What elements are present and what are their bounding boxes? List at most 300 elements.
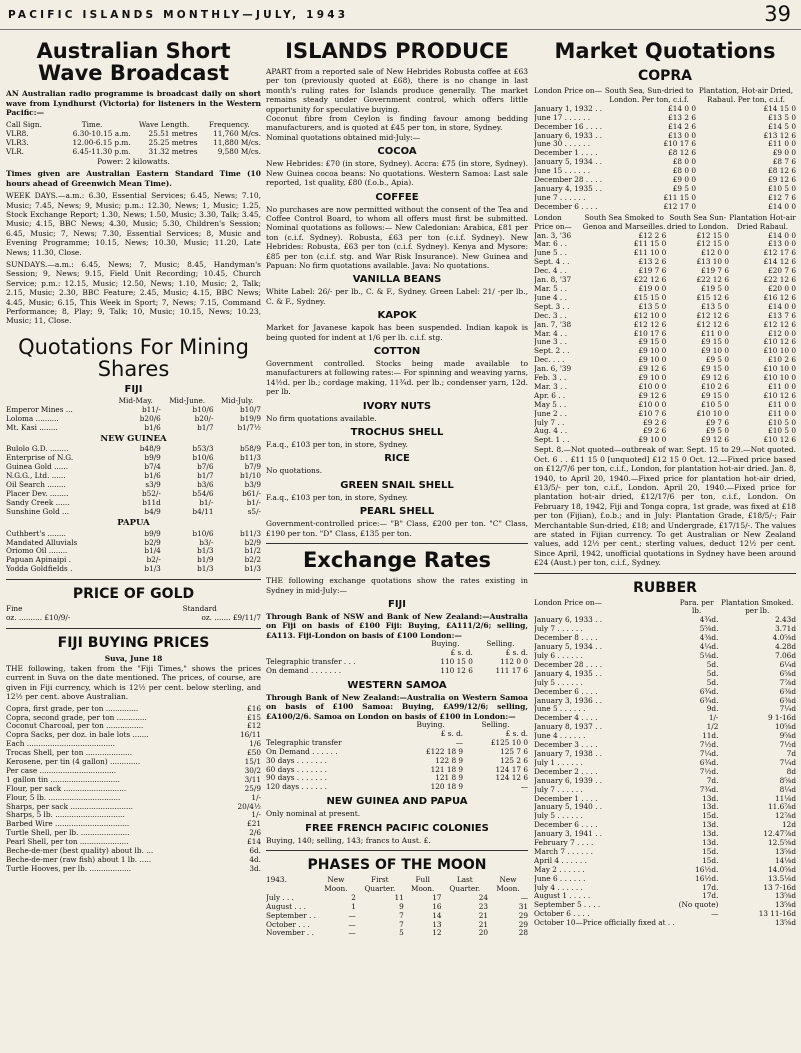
- table-cell: On demand . . . . . . .: [266, 665, 342, 675]
- table-cell: 6d.: [249, 846, 261, 856]
- table-cell: 7⅞d: [779, 677, 796, 687]
- table-cell: 7.06d: [775, 651, 796, 661]
- table-cell: £14 12 6: [763, 257, 796, 267]
- table-cell: June 4 . .: [534, 292, 567, 302]
- table-cell: 1/2: [706, 722, 719, 732]
- trochus-heading: TROCHUS SHELL: [350, 427, 444, 439]
- table-cell: 6¾d.: [699, 757, 719, 767]
- table-cell: £11 0 0: [768, 139, 796, 149]
- column-header: New Moon.: [324, 875, 348, 893]
- exchange-ng-heading: NEW GUINEA AND PAPUA: [326, 796, 468, 808]
- table-cell: 29: [518, 919, 528, 929]
- table-cell: £11 0 0: [768, 381, 796, 391]
- table-cell: Each ......................................: [6, 739, 115, 749]
- table-cell: 13d.: [702, 829, 719, 839]
- table-cell: January 5, 1934 . .: [534, 157, 603, 167]
- table-cell: £11 0 0: [768, 399, 796, 409]
- table-cell: £13 0 0: [668, 130, 696, 140]
- table-cell: b1/-: [199, 497, 214, 507]
- table-cell: —: [711, 909, 719, 919]
- table-cell: £15 15 0: [633, 292, 667, 302]
- table-cell: 3d.: [249, 863, 261, 873]
- table-cell: b2/-: [146, 555, 161, 565]
- vanilla-heading: VANILLA BEANS: [352, 274, 442, 286]
- table-row: [6, 865, 261, 874]
- table-cell: VLR8.: [6, 129, 29, 139]
- table-row: [266, 783, 528, 792]
- table-cell: December 28 . . . .: [534, 659, 603, 669]
- table-cell: July 1 . . . . . .: [534, 757, 583, 767]
- table-cell: November . .: [266, 928, 314, 938]
- table-cell: £14 0 0: [668, 103, 696, 113]
- table-cell: January 3, 1936 . .: [534, 695, 603, 705]
- table-cell: b58/9: [239, 444, 261, 454]
- table-cell: 30 days . . . . . . .: [266, 755, 327, 765]
- table-cell: £13 10 0: [696, 257, 730, 267]
- table-cell: £14: [247, 837, 261, 847]
- table-cell: 7½d.: [699, 740, 719, 750]
- table-cell: Sharps, per sack ...........................: [6, 801, 133, 811]
- table-cell: July . . .: [266, 892, 294, 902]
- table-cell: 13d.: [702, 802, 719, 812]
- table-cell: January 4, 1935 . .: [534, 184, 603, 194]
- table-cell: VLR3.: [6, 138, 29, 148]
- table-cell: £125 10 0: [490, 737, 528, 747]
- right-column: [534, 40, 796, 928]
- mining-ng-heading: NEW GUINEA: [100, 433, 167, 444]
- table-cell: 5: [399, 928, 404, 938]
- exchange-fiji-text: Through Bank of NSW and Bank of New Zealand:—Australia on Fiji on basis of £100 Fiji: Buying, £A111/2/6; selling, £A113. Fiji-London on basis of £100 London:—: [266, 611, 528, 640]
- table-cell: N.G.G., Ltd. ......: [6, 471, 66, 481]
- table-cell: £11 0 0: [768, 408, 796, 418]
- pearl-heading: PEARL SHELL: [359, 506, 435, 518]
- table-cell: Turtle Hooves, per lb. ..................: [6, 863, 132, 873]
- coffee-heading: COFFEE: [375, 191, 419, 203]
- table-cell: December 4 . . . .: [534, 713, 598, 723]
- fiji-prices-title: FIJI BUYING PRICES: [57, 634, 210, 651]
- table-cell: £12: [247, 721, 261, 731]
- table-cell: 1/-: [251, 792, 261, 802]
- table-cell: b4/11: [192, 506, 214, 516]
- table-cell: December 1 . . . .: [534, 148, 598, 158]
- table-cell: b10/7: [239, 404, 261, 414]
- table-cell: £9 10 0: [638, 355, 667, 365]
- column-header: Call Sign.: [6, 120, 42, 130]
- copra-table-2: [534, 214, 796, 446]
- table-cell: 17: [432, 892, 442, 902]
- table-cell: 20: [478, 928, 489, 938]
- table-cell: £12 17 6: [763, 248, 796, 258]
- table-cell: £10 5 0: [768, 184, 796, 194]
- column-header: South Sea, Sun-dried to London. Per ton, c.i.f.: [604, 86, 694, 104]
- column-header: Selling.: [486, 639, 515, 649]
- table-cell: b1/3: [197, 564, 214, 574]
- table-cell: £10 10 0: [763, 373, 796, 383]
- gold-standard-value: oz. ....... £9/11/7: [201, 613, 261, 623]
- table-row: [534, 919, 796, 928]
- table-cell: December 2 . . . .: [534, 766, 598, 776]
- table-cell: £12 0 0: [768, 328, 796, 338]
- table-cell: £9 10 0: [638, 373, 667, 383]
- table-cell: £14 0 0: [768, 201, 796, 211]
- table-cell: £10 5 0: [701, 399, 730, 409]
- cotton-heading: COTTON: [373, 345, 421, 357]
- table-cell: £22 12 6: [633, 275, 667, 285]
- table-cell: October 6 . . . .: [534, 909, 590, 919]
- table-cell: Mar. 5 . .: [534, 283, 568, 293]
- table-cell: July 7 . . . . . .: [534, 624, 583, 634]
- table-cell: £10 0 0: [638, 399, 667, 409]
- table-cell: July 4 . . . . . .: [534, 882, 583, 892]
- table-cell: 121 18 9: [430, 764, 464, 774]
- table-cell: £9 5 0: [705, 426, 730, 436]
- table-cell: 4.28d: [775, 642, 796, 652]
- column-header: First Quarter.: [364, 875, 396, 893]
- weekday-schedule: WEEK DAYS.—a.m.: 6.30, Essential Services; 6.45, News; 7.10, Music; 7.45, News; 9, Music; p.m.: 12.30, News; 1, Music; 1.25, Stock Exchange Report; 1.30, News; 1.50, Music; 3.30, Talk; 3.45, Music; 4.15, BBC News; 4.30, Music; 5.30, Children's Session; 6.45, Music; 7, News; 7.30, Essential Services; 8, Music and Evening Programme; 10.15, News; 10.30, Music; 11.20, Late News; 11.30, Close.: [6, 191, 261, 257]
- table-cell: 16/11: [239, 730, 261, 740]
- table-cell: b1/6: [144, 422, 161, 432]
- table-cell: b54/6: [192, 489, 214, 498]
- table-cell: 121 8 9: [435, 773, 464, 783]
- table-cell: July 5 . . . . . .: [534, 677, 583, 687]
- table-cell: June 3 . .: [534, 337, 567, 347]
- table-cell: Trocas Shell, per ton ....................: [6, 748, 133, 758]
- table-cell: —: [455, 737, 464, 747]
- table-cell: £16 12 6: [763, 292, 796, 302]
- table-cell: b48/9: [139, 444, 161, 454]
- exchange-french-heading: FREE FRENCH PACIFIC COLONIES: [305, 822, 489, 834]
- table-cell: £12 17 0: [663, 201, 696, 211]
- rubber-heading: RUBBER: [633, 579, 697, 596]
- copra-notes: Sept. 8.—Not quoted—outbreak of war. Sept. 15 to 29.—Not quoted. Oct. 6 . . £11 15 0 [unquoted] £12 15 0 Oct. 12.—Fixed price based on £12/7/6 per ton, c.i.f., London, for plantation hot-air dried. Jan. 8, 1940, to April 20, 1940.—Fixed price for plantation hot-air dried, £13/5/- per ton, c.i.f., London. April 20, 1940.—Fixed price for plantation hot-air dried, £12/17/6 per ton, c.i.f., London. On February 18, 1942, Fiji and Tonga copra, 1st grade, was fixed at £18 per ton (Fijian), f.o.b.; and in July: Plantation Grade, £18/5/-; Fair Merchantable Sun-dried, £18; and Undergrade, £17/15/-. The values are stated in Fijian currency. To get Australian or New Zealand values, add 12½ per cent.; sterling values, deduct 12½ per cent. Since April, 1942, unofficial quotations in Sydney have been around £24 (Aust.) per ton, c.i.f., Sydney.: [534, 445, 796, 568]
- table-cell: 31: [518, 901, 528, 911]
- table-cell: 7: [399, 910, 404, 920]
- column-header: 1943.: [266, 875, 287, 885]
- table-cell: 12.47⅞d: [763, 829, 796, 839]
- table-cell: £10 17 6: [663, 139, 696, 149]
- table-cell: Sept. 2 . .: [534, 346, 570, 356]
- table-cell: £10 12 6: [763, 390, 796, 400]
- column-header: [266, 640, 418, 649]
- table-cell: Sept. 3 . .: [534, 301, 570, 311]
- table-cell: January 3, 1941 . .: [534, 829, 603, 839]
- table-cell: 120 18 9: [430, 782, 464, 792]
- column-header: Full Moon.: [411, 875, 435, 893]
- table-cell: January 4, 1935 . .: [534, 668, 603, 678]
- table-cell: b20/-: [194, 413, 214, 423]
- column-header: Selling.: [481, 719, 510, 729]
- table-cell: 11: [394, 892, 404, 902]
- table-cell: b1/9: [197, 555, 214, 565]
- pearl-text: Government-controlled price:— "B" Class, £200 per ton. "C" Class, £190 per ton. "D" Class, £135 per ton.: [266, 519, 528, 538]
- table-cell: £9 15 0: [701, 364, 730, 374]
- table-cell: Papuan Apinaipi .: [6, 555, 71, 565]
- table-cell: 14⅛d: [774, 855, 796, 865]
- table-cell: March 7 . . . . . .: [534, 846, 593, 856]
- table-cell: 14: [432, 910, 442, 920]
- table-cell: Barbed Wire ................................: [6, 819, 130, 829]
- table-cell: b1/4: [144, 546, 161, 556]
- table-cell: b10/6: [192, 404, 214, 414]
- sunday-schedule: SUNDAYS.—a.m.: 6.45, News; 7, Music; 8.45, Handyman's Session; 9, News; 9.15, Field Unit Recording; 10.45, Church Service; p.m.: 12.15, Music; 12.50, News; 1.10, Music; 2, Talk; 2.15, Music; 2.30, BBC Feature; 2.45, Music; 4.15, BBC News; 4.45, Music; 6.15, This Week in Sport; 7, News; 7.15, Command Performance; 8, Play; 9, Talk; 10, Music; 10.15, News; 10.23, Music; 11, Close.: [6, 260, 261, 326]
- table-cell: £19 7 6: [701, 266, 730, 276]
- table-cell: 4.0⅝d: [772, 633, 796, 643]
- table-cell: £122 18 9: [425, 746, 464, 756]
- table-cell: December 6 . . . .: [534, 686, 598, 696]
- table-cell: 7¼d: [779, 757, 796, 767]
- table-cell: January 1, 1932 . .: [534, 103, 603, 113]
- table-cell: 15/1: [244, 757, 261, 767]
- table-cell: s5/-: [247, 506, 261, 516]
- table-cell: December 16 . . . .: [534, 121, 603, 131]
- column-header: [266, 721, 398, 730]
- table-cell: 12.5⅝d: [768, 838, 796, 848]
- table-cell: £16: [247, 703, 261, 713]
- table-cell: £9 10 0: [701, 346, 730, 356]
- table-cell: Per case .................................: [6, 765, 117, 775]
- table-cell: b1/3: [197, 546, 214, 556]
- table-cell: Loloma ..........: [6, 413, 59, 423]
- table-cell: Jan. 8, '37: [534, 275, 572, 285]
- table-cell: Yodda Goldfields .: [6, 564, 73, 574]
- table-cell: 13 11-16d: [758, 909, 796, 919]
- table-cell: £50: [247, 748, 261, 758]
- table-cell: Jan. 6, '39: [534, 364, 572, 374]
- table-cell: b1/10: [239, 471, 261, 481]
- cocoa-heading: COCOA: [377, 146, 417, 158]
- power-note: Power: 2 kilowatts.: [97, 156, 170, 166]
- table-cell: £14 2 6: [668, 121, 696, 131]
- table-cell: 9: [399, 901, 404, 911]
- table-cell: 2: [351, 892, 356, 902]
- column-header: London Price on—: [534, 212, 572, 231]
- table-cell: £12 2 6: [638, 230, 667, 240]
- table-cell: September . .: [266, 910, 316, 920]
- table-row: [534, 203, 796, 212]
- table-cell: 2.43d: [775, 615, 796, 625]
- table-cell: £9 15 0: [701, 337, 730, 347]
- table-cell: 4⅜d.: [699, 633, 719, 643]
- column-header: Time.: [81, 120, 103, 130]
- table-cell: 17d.: [702, 891, 719, 901]
- table-cell: £21: [247, 819, 261, 829]
- table-cell: £ s. d.: [505, 648, 528, 658]
- table-cell: £20 0 0: [768, 283, 796, 293]
- column-header: Last Quarter.: [449, 875, 481, 893]
- table-cell: 122 8 9: [435, 755, 464, 765]
- table-cell: £13 5 0: [701, 301, 730, 311]
- exchange-ng-text: Only nominal at present.: [266, 809, 361, 819]
- table-cell: 120 days . . . . . .: [266, 782, 327, 792]
- fiji-prices-intro: THE following, taken from the "Fiji Times," shows the prices current in Suva on the date mentioned. The prices, of course, are given in Fiji currency, which is 12½ per cent. below sterling, and 12½ per cent. above Australian.: [6, 663, 261, 702]
- table-cell: August 1 . . . . .: [534, 891, 591, 901]
- table-cell: April 4 . . . . . .: [534, 855, 587, 865]
- table-cell: 1/-: [251, 810, 261, 820]
- table-cell: £11 15 0: [663, 192, 696, 202]
- trochus-text: F.a.q., £103 per ton, in store, Sydney.: [266, 440, 408, 450]
- table-cell: 124 17 6: [495, 764, 528, 774]
- table-cell: b7/4: [144, 462, 161, 472]
- table-cell: Sept. 4 . .: [534, 257, 570, 267]
- ivory-text: No firm quotations available.: [266, 413, 377, 423]
- table-cell: £10 10 0: [696, 408, 730, 418]
- table-cell: Bulolo G.D. ........: [6, 444, 69, 454]
- table-cell: b3/6: [197, 480, 214, 490]
- table-cell: Copra, first grade, per ton ..............: [6, 703, 139, 713]
- table-cell: £12 15 0: [696, 230, 730, 240]
- table-cell: May 5 . .: [534, 399, 567, 409]
- table-cell: 13 7-16d: [763, 882, 796, 892]
- table-cell: £11 10 0: [633, 248, 667, 258]
- snail-text: F.a.q., £103 per ton, in store, Sydney.: [266, 492, 408, 502]
- table-row: [266, 667, 528, 676]
- table-cell: 10⅝d: [774, 722, 796, 732]
- table-cell: 3/11: [244, 774, 261, 784]
- produce-nominal: Nominal quotations obtained mid-July:—: [266, 132, 421, 142]
- table-cell: Sept. 1 . .: [534, 435, 570, 445]
- table-cell: b1/3: [144, 564, 161, 574]
- table-cell: £14 0 0: [768, 301, 796, 311]
- table-cell: 12.00-6.15 p.m.: [72, 138, 131, 148]
- table-cell: 6¾d.: [699, 695, 719, 705]
- table-cell: —: [348, 928, 356, 938]
- table-cell: Cuthbert's ........: [6, 528, 66, 538]
- table-cell: On Demand . . . . . .: [266, 746, 338, 756]
- mining-fiji-heading: FIJI: [124, 383, 143, 395]
- table-cell: b9/9: [144, 528, 161, 538]
- table-cell: £13 0 0: [768, 239, 796, 249]
- table-cell: s3/9: [145, 480, 161, 490]
- table-cell: 7¼d: [779, 704, 796, 714]
- table-cell: Beche-de-mer (raw fish) about 1 lb. .....: [6, 855, 152, 864]
- table-cell: £11 15 0: [633, 239, 667, 249]
- table-cell: 5d.: [706, 668, 719, 678]
- table-cell: b19/9: [239, 413, 261, 423]
- table-cell: £13 7 6: [768, 310, 796, 320]
- column-header: South Sea Smoked to Genoa and Marseilles.: [582, 212, 666, 231]
- table-cell: b4/9: [144, 506, 161, 516]
- table-cell: b2/9: [244, 537, 261, 547]
- column-header: Wave Length.: [138, 120, 190, 130]
- table-cell: b10/6: [192, 453, 214, 463]
- table-cell: £9 12 6: [638, 390, 667, 400]
- left-column: [6, 40, 261, 874]
- table-cell: 110 12 6: [440, 665, 473, 675]
- table-cell: £13 5 0: [768, 112, 796, 122]
- table-cell: October 10—Price officially fixed at . .: [534, 918, 675, 928]
- table-cell: £9 15 0: [701, 390, 730, 400]
- table-cell: Mar. 6 . .: [534, 239, 568, 249]
- table-cell: August . . .: [266, 901, 306, 911]
- table-cell: £12 12 6: [763, 319, 796, 329]
- snail-heading: GREEN SNAIL SHELL: [340, 479, 454, 491]
- table-cell: Feb. 3 . .: [534, 373, 567, 383]
- table-cell: Flour, per sack ...........................: [6, 783, 127, 793]
- running-header: [0, 0, 801, 30]
- table-cell: b2/9: [144, 537, 161, 547]
- table-cell: 5⅛d.: [699, 651, 719, 661]
- ivory-heading: IVORY NUTS: [362, 400, 432, 412]
- table-cell: 90 days . . . . . . .: [266, 773, 327, 783]
- table-cell: January 7, 1938 . .: [534, 748, 603, 758]
- table-cell: £9 2 6: [643, 417, 667, 427]
- table-cell: £14 5 0: [768, 121, 796, 131]
- table-cell: Emperor Mines ...: [6, 404, 73, 414]
- table-cell: 13⅝d: [774, 900, 796, 910]
- table-cell: b1/3: [244, 564, 261, 574]
- table-cell: £12 12 6: [696, 319, 730, 329]
- table-cell: 13d.: [702, 838, 719, 848]
- table-cell: £13 12 6: [763, 130, 796, 140]
- table-cell: 1: [351, 901, 356, 911]
- column-header: Buying.: [416, 719, 445, 729]
- table-cell: 3.71d: [775, 624, 796, 634]
- table-cell: £10 12 6: [763, 337, 796, 347]
- table-cell: 15d.: [702, 846, 719, 856]
- table-cell: £9 12 6: [701, 435, 730, 445]
- table-cell: £ s. d.: [505, 728, 528, 738]
- table-cell: June 17 . . . . . .: [534, 112, 591, 122]
- table-cell: Apr. 6 . .: [534, 390, 566, 400]
- table-cell: May 2 . . . . . .: [534, 864, 585, 874]
- table-cell: 112 0 0: [500, 656, 528, 666]
- table-cell: 25/9: [244, 783, 261, 793]
- table-row: [6, 565, 261, 574]
- table-cell: 16: [432, 901, 442, 911]
- table-cell: 9⅝d: [779, 731, 796, 741]
- table-cell: £10 5 0: [768, 426, 796, 436]
- table-cell: June 4 . . . . . .: [534, 731, 586, 741]
- cotton-text: Government controlled. Stocks being made available to manufacturers at following rates:— For spinning and weaving yarns, 14½d. per lb.; cordage making, 11¾d. per lb.; condenser yarn, 12d. per lb.: [266, 358, 528, 397]
- table-cell: £10 7 6: [638, 408, 667, 418]
- table-cell: £9 0 0: [772, 148, 796, 158]
- produce-ceylon: Coconut fibre from Ceylon is finding favour among bedding manufacturers, and is quoted at £45 per ton, in store, Sydney.: [266, 114, 528, 133]
- table-cell: Pearl Shell, per ton .....................: [6, 837, 129, 847]
- table-cell: Flour, 5 lb. ...............................: [6, 792, 121, 802]
- table-cell: 23: [478, 901, 489, 911]
- table-cell: 6¾d.: [699, 686, 719, 696]
- table-cell: £14 0 0: [768, 230, 796, 240]
- table-cell: b11/-: [141, 404, 161, 414]
- column-header: Buying.: [431, 639, 460, 649]
- table-cell: January 6, 1939 . .: [534, 775, 603, 785]
- column-header: New Moon.: [496, 875, 520, 893]
- table-cell: 1 gallon tin ..............................: [6, 774, 120, 784]
- table-cell: Turtle Shell, per lb. .....................: [6, 828, 130, 838]
- table-cell: —: [348, 919, 356, 929]
- table-cell: 16½d.: [695, 864, 719, 874]
- table-cell: 111 17 6: [495, 665, 528, 675]
- short-wave-table: [6, 121, 261, 157]
- column-header: South Sea Sun-dried to London.: [666, 212, 729, 231]
- table-cell: 6¼d: [779, 659, 796, 669]
- table-cell: July 7 . .: [534, 417, 565, 427]
- table-cell: £9 0 0: [672, 175, 696, 185]
- gold-fine-label: Fine: [6, 604, 23, 614]
- table-cell: Copra Sacks, per doz. in bale lots .......: [6, 730, 149, 740]
- table-cell: VLR.: [6, 147, 24, 157]
- table-cell: 125 2 6: [500, 755, 528, 765]
- table-cell: 1/6: [249, 739, 261, 749]
- table-cell: July 6 . . . . . .: [534, 651, 583, 661]
- table-cell: July 5 . . . . . .: [534, 811, 583, 821]
- table-cell: £20 7 6: [768, 266, 796, 276]
- table-cell: 28: [518, 928, 528, 938]
- fiji-prices-date: Suva, June 18: [104, 653, 163, 663]
- short-wave-intro: AN Australian radio programme is broadcast daily on short wave from Lyndhurst (Victoria) for listeners in the Western Pacific:—: [6, 89, 261, 117]
- table-cell: £8 0 0: [672, 157, 696, 167]
- table-cell: 11,760 M/cs.: [213, 129, 261, 139]
